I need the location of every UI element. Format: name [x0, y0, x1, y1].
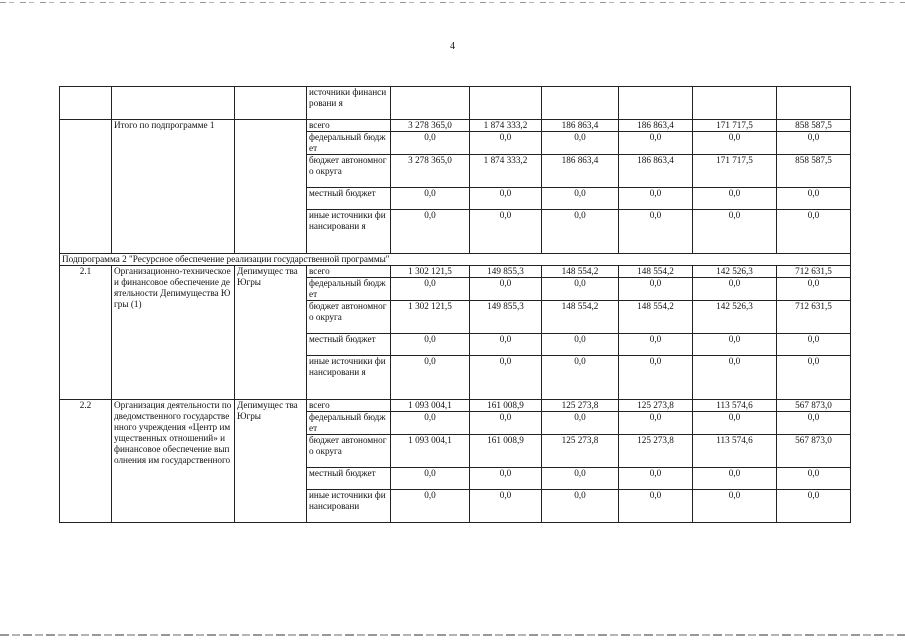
value-cell: 142 526,3: [693, 266, 777, 278]
value-cell: 113 574,6: [693, 435, 777, 468]
value-cell: 0,0: [777, 334, 851, 356]
scan-edge-top: [0, 2, 905, 3]
value-cell: 567 873,0: [777, 435, 851, 468]
value-cell: 186 863,4: [619, 120, 693, 132]
source-label: иные источники финансировани: [307, 490, 391, 523]
value-cell: 113 574,6: [693, 400, 777, 412]
value-cell: 125 273,8: [619, 435, 693, 468]
source-label: всего: [307, 266, 391, 278]
value-cell: 0,0: [619, 334, 693, 356]
value-cell: 186 863,4: [542, 120, 619, 132]
value-cell: 0,0: [693, 334, 777, 356]
value-cell: 161 008,9: [470, 435, 542, 468]
value-cell: 0,0: [693, 356, 777, 400]
value-cell: 0,0: [391, 490, 470, 523]
value-cell: 125 273,8: [542, 435, 619, 468]
value-cell: [470, 87, 542, 120]
value-cell: 712 631,5: [777, 301, 851, 334]
value-cell: 0,0: [542, 278, 619, 301]
value-cell: 0,0: [693, 490, 777, 523]
value-cell: 3 278 365,0: [391, 155, 470, 188]
value-cell: 186 863,4: [619, 155, 693, 188]
value-cell: 858 587,5: [777, 155, 851, 188]
value-cell: 1 302 121,5: [391, 266, 470, 278]
budget-table-body: [60, 87, 851, 523]
value-cell: 0,0: [391, 132, 470, 155]
source-label: бюджет автономного округа: [307, 155, 391, 188]
value-cell: [391, 87, 470, 120]
cell-empty: [235, 87, 307, 120]
cell-empty: [60, 87, 112, 120]
value-cell: 0,0: [619, 278, 693, 301]
value-cell: 3 278 365,0: [391, 120, 470, 132]
value-cell: 0,0: [777, 490, 851, 523]
value-cell: 0,0: [391, 188, 470, 210]
value-cell: 0,0: [391, 334, 470, 356]
source-label: федеральный бюджет: [307, 412, 391, 435]
value-cell: 0,0: [693, 210, 777, 254]
value-cell: 0,0: [542, 210, 619, 254]
table-row: [60, 120, 851, 132]
value-cell: 0,0: [777, 132, 851, 155]
source-label: всего: [307, 120, 391, 132]
value-cell: 149 855,3: [470, 266, 542, 278]
value-cell: 142 526,3: [693, 301, 777, 334]
item-number: 2.1: [60, 266, 112, 400]
value-cell: 0,0: [542, 412, 619, 435]
value-cell: 0,0: [470, 334, 542, 356]
value-cell: 0,0: [777, 210, 851, 254]
value-cell: [542, 87, 619, 120]
subprogram-title: Подпрограмма 2 "Ресурсное обеспечение реализации государственной программы": [60, 254, 851, 266]
value-cell: 148 554,2: [542, 266, 619, 278]
value-cell: 125 273,8: [542, 400, 619, 412]
item-executor: Депимущес тва Югры: [235, 266, 307, 400]
value-cell: 0,0: [777, 356, 851, 400]
value-cell: 0,0: [470, 188, 542, 210]
value-cell: 0,0: [542, 334, 619, 356]
value-cell: [619, 87, 693, 120]
source-label: бюджет автономного округа: [307, 435, 391, 468]
item-name: Организация деятельности подведомственного государственного учреждения «Центр имущественных отношений» и финансовое обеспечение выполнения им государственного: [112, 400, 235, 523]
source-label: местный бюджет: [307, 188, 391, 210]
value-cell: 0,0: [693, 278, 777, 301]
value-cell: [777, 87, 851, 120]
value-cell: 0,0: [619, 210, 693, 254]
value-cell: 0,0: [619, 188, 693, 210]
cell-empty: [112, 87, 235, 120]
value-cell: 161 008,9: [470, 400, 542, 412]
value-cell: 0,0: [470, 412, 542, 435]
value-cell: 0,0: [777, 412, 851, 435]
value-cell: 567 873,0: [777, 400, 851, 412]
value-cell: 0,0: [542, 490, 619, 523]
value-cell: 858 587,5: [777, 120, 851, 132]
value-cell: 0,0: [542, 188, 619, 210]
table-row: [60, 254, 851, 266]
value-cell: 1 093 004,1: [391, 435, 470, 468]
value-cell: 1 874 333,2: [470, 120, 542, 132]
value-cell: 0,0: [619, 356, 693, 400]
source-label: федеральный бюджет: [307, 278, 391, 301]
value-cell: 712 631,5: [777, 266, 851, 278]
item-number: 2.2: [60, 400, 112, 523]
source-label: иные источники финансировани я: [307, 356, 391, 400]
value-cell: 0,0: [391, 412, 470, 435]
value-cell: 125 273,8: [619, 400, 693, 412]
source-label: федеральный бюджет: [307, 132, 391, 155]
source-label: всего: [307, 400, 391, 412]
value-cell: 1 093 004,1: [391, 400, 470, 412]
value-cell: 0,0: [777, 278, 851, 301]
table-row: [60, 400, 851, 412]
value-cell: 0,0: [619, 468, 693, 490]
value-cell: [693, 87, 777, 120]
value-cell: 0,0: [470, 468, 542, 490]
value-cell: 1 874 333,2: [470, 155, 542, 188]
source-label: местный бюджет: [307, 334, 391, 356]
cell-empty: [60, 120, 112, 254]
value-cell: 149 855,3: [470, 301, 542, 334]
value-cell: 0,0: [693, 132, 777, 155]
value-cell: 0,0: [391, 210, 470, 254]
value-cell: 0,0: [391, 468, 470, 490]
value-cell: 0,0: [777, 468, 851, 490]
value-cell: 148 554,2: [619, 301, 693, 334]
value-cell: 186 863,4: [542, 155, 619, 188]
value-cell: 0,0: [542, 468, 619, 490]
value-cell: 0,0: [470, 490, 542, 523]
value-cell: 0,0: [470, 356, 542, 400]
table-row: [60, 87, 851, 120]
value-cell: 0,0: [470, 132, 542, 155]
value-cell: 0,0: [470, 278, 542, 301]
value-cell: 0,0: [542, 132, 619, 155]
value-cell: 0,0: [777, 188, 851, 210]
value-cell: 0,0: [693, 188, 777, 210]
page-number: 4: [450, 41, 455, 52]
value-cell: 0,0: [693, 468, 777, 490]
scan-edge-bottom: [0, 634, 905, 636]
value-cell: 0,0: [619, 412, 693, 435]
value-cell: 0,0: [470, 210, 542, 254]
source-label: бюджет автономного округа: [307, 301, 391, 334]
total-title: Итого по подпрограмме 1: [112, 120, 235, 254]
item-executor: Депимущес тва Югры: [235, 400, 307, 523]
value-cell: 0,0: [619, 132, 693, 155]
value-cell: 0,0: [619, 490, 693, 523]
budget-table: [59, 86, 851, 523]
table-row: [60, 266, 851, 278]
value-cell: 171 717,5: [693, 120, 777, 132]
value-cell: 0,0: [693, 412, 777, 435]
source-label: источники финансировани я: [307, 87, 391, 120]
value-cell: 171 717,5: [693, 155, 777, 188]
value-cell: 1 302 121,5: [391, 301, 470, 334]
value-cell: 0,0: [391, 356, 470, 400]
source-label: местный бюджет: [307, 468, 391, 490]
cell-empty: [235, 120, 307, 254]
value-cell: 0,0: [391, 278, 470, 301]
value-cell: 148 554,2: [619, 266, 693, 278]
source-label: иные источники финансировани я: [307, 210, 391, 254]
value-cell: 148 554,2: [542, 301, 619, 334]
value-cell: 0,0: [542, 356, 619, 400]
item-name: Организационно-техническое и финансовое обеспечение деятельности Депимущества Югры (1): [112, 266, 235, 400]
